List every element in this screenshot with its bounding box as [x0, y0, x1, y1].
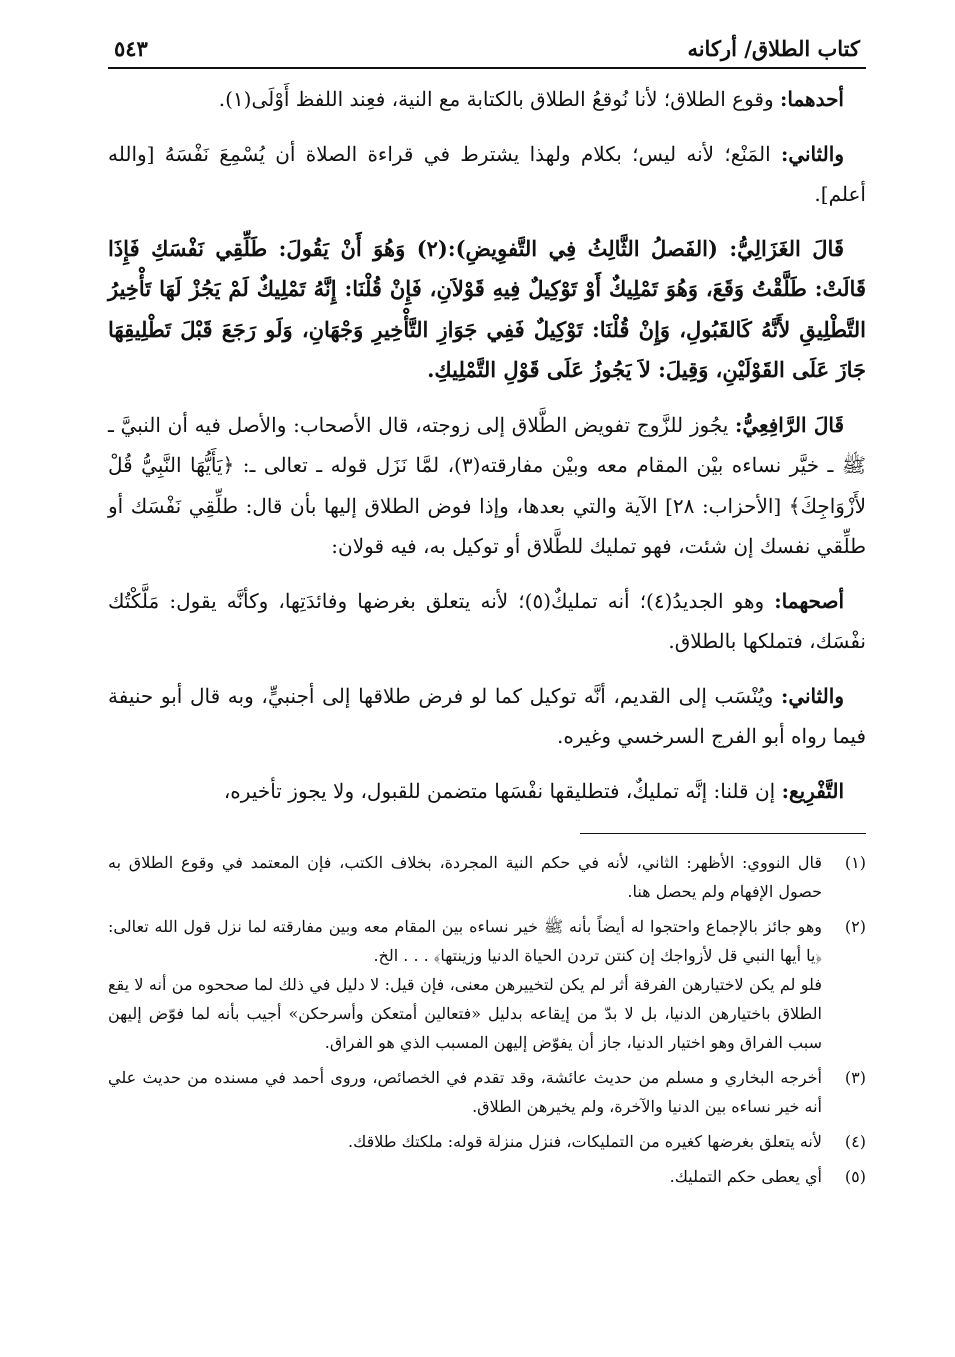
- footnote-number: (٣): [844, 1068, 866, 1087]
- footnote-line: قال النووي: الأظهر: الثاني، لأنه في حكم النية المجردة، بخلاف الكتب، فإن المعتمد في وقوع الطلاق به حصول الإفهام ولم يحصل هنا.: [108, 853, 822, 901]
- footnote-line: أخرجه البخاري و مسلم من حديث عائشة، وقد تقدم في الخصائص، وروى أحمد في مسنده من حديث علي أنه خير نساءه بين الدنيا والآخرة، ولم يخيرهن الطلاق.: [108, 1068, 822, 1116]
- paragraph: [108, 771, 866, 812]
- footnote-text: [108, 912, 822, 1057]
- paragraph-lead: والثاني:: [780, 683, 844, 708]
- paragraph-text: (الفَصلُ الثَّالِثُ فِي التَّفوِيضِ):(٢) وَهُوَ أَنْ يَقُولَ: طَلِّقِي نَفْسَكِ فَإِذَا قَالَتْ: طَلَّقْتُ وَقَعَ، وَهُوَ تَمْلِيكٌ أَوْ تَوْكِيلٌ فِيهِ قَوْلاَنِ، فَإِنْ قُلْنَا: إِنَّهُ تَمْلِيكٌ لَمْ يَجُزْ لَهَا تَأْخِيرُ التَّطْلِيقِ لأَنَّهُ كَالقَبُولِ، وَإِنْ قُلْنَا: تَوْكِيلٌ فَفِي جَوَازِ التَّأْخِيرِ وَجْهَانِ، وَلَو رَجَعَ قَبْلَ تَطْلِيقِهَا جَازَ عَلَى القَوْلَيْنِ، وَقِيلَ: لاَ يَجُوزُ عَلَى قَوْلِ التَّمْلِيكِ.: [108, 235, 866, 382]
- footnote-text: [108, 1162, 822, 1191]
- page-header: [108, 36, 866, 69]
- paragraph: [108, 676, 866, 757]
- main-text: [108, 79, 866, 811]
- paragraph-text: وقوع الطلاق؛ لأنا نُوقعُ الطلاق بالكتابة مع النية، فعِند اللفظ أَوْلَى(١).: [218, 87, 780, 111]
- page-number: ٥٤٣: [114, 36, 148, 61]
- footnote-number: (٢): [844, 917, 866, 936]
- footnote: [108, 1127, 866, 1156]
- footnote-divider: [580, 833, 866, 834]
- footnote: [108, 912, 866, 1057]
- footnote-text: [108, 1127, 822, 1156]
- paragraph-text: المَنْع؛ لأنه ليس؛ بكلام ولهذا يشترط في قراءة الصلاة أن يُسْمِعَ نَفْسَهُ [والله أعلم].: [108, 141, 866, 206]
- footnote-number: (٥): [844, 1167, 866, 1186]
- footnote-line: أي يعطى حكم التمليك.: [669, 1167, 822, 1186]
- footnotes: [108, 848, 866, 1191]
- paragraph: [108, 405, 866, 567]
- paragraph-lead: قَالَ الرَّافِعِيُّ:: [735, 412, 844, 437]
- running-title: كتاب الطلاق/ أركانه: [687, 36, 860, 61]
- footnote-line: وهو جائز بالإجماع واحتجوا له أيضاً بأنه ﷺ خير نساءه بين المقام معه وبين مفارقته لما نزل قول الله تعالى: ﴿يا أيها النبي قل لأزواجك إن كنتن تردن الحياة الدنيا وزينتها﴾ . . . الخ.: [108, 917, 822, 965]
- paragraph-lead: قَالَ الغَزَالِيُّ:: [729, 235, 844, 261]
- footnote: [108, 1063, 866, 1121]
- matn-paragraph: [108, 229, 866, 391]
- footnote-number: (١): [844, 853, 866, 872]
- paragraph-text: وهو الجديدُ(٤)؛ أنه تمليكٌ(٥)؛ لأنه يتعلق بغرضها وفائدَتِها، وكأنَّه يقول: مَلَّكْتُك نفْسَك، فتملكها بالطلاق.: [108, 588, 866, 653]
- footnote-line: لأنه يتعلق بغرضها كغيره من التمليكات، فنزل منزلة قوله: ملكتك طلاقك.: [348, 1132, 822, 1151]
- paragraph-lead: أصحهما:: [774, 588, 845, 613]
- page: [108, 36, 866, 1197]
- footnote: [108, 1162, 866, 1191]
- paragraph: [108, 79, 866, 120]
- paragraph: [108, 581, 866, 662]
- paragraph-text: يجُوز للزَّوج تفويض الطَّلاق إلى زوجته، قال الأصحاب: والأصل فيه أن النبيَّ ـ ﷺ ـ خيَّر نساءه بيْن المقام معه وبيْن مفارقته(٣)، لمَّا نَزَل قوله ـ تعالى ـ: ﴿يَأَيُّهَا النَّبِيُّ قُلْ لأَزْوَاجِكَ﴾ [الأحزاب: ٢٨] الآية والتي بعدها، وإذا فوض الطلاق إليها بأن قال: طلِّقِي نَفْسَك أو طلِّقي نفسك إن شئت، فهو تمليك للطَّلاق أو توكيل به، فيه قولان:: [108, 412, 867, 558]
- paragraph-lead: التَّفْرِيع:: [781, 778, 844, 803]
- footnote: [108, 848, 866, 906]
- paragraph: [108, 134, 866, 215]
- paragraph-lead: والثاني:: [780, 141, 844, 166]
- footnote-line: فلو لم يكن لاختيارهن الفرقة أثر لم يكن لتخييرهن معنى، فإن قيل: لا دليل في ذلك لما صححوه من أنه لا يقع الطلاق باختيارهن الدنيا، بل لا بدّ من إيقاعه بدليل «فتعالين أمتعكن وأسرحكن» أجيب بأنه لما فوّض إليهن سبب الفراق وهو اختيار الدنيا، جاز أن يفوّض إليهن المسبب الذي هو الفراق.: [108, 975, 823, 1052]
- paragraph-text: ويُنْسَب إلى القديم، أنَّه توكيل كما لو فرض طلاقها إلى أجنبيٍّ، وبه قال أبو حنيفة فيما رواه أبو الفرج السرخسي وغيره.: [108, 683, 866, 748]
- footnote-number: (٤): [844, 1132, 866, 1151]
- footnote-text: [108, 1063, 822, 1121]
- paragraph-lead: أحدهما:: [779, 87, 844, 111]
- footnote-text: [108, 848, 822, 906]
- paragraph-text: إن قلنا: إنَّه تمليكٌ، فتطليقها نفْسَها متضمن للقبول، ولا يجوز تأخيره،: [223, 778, 782, 803]
